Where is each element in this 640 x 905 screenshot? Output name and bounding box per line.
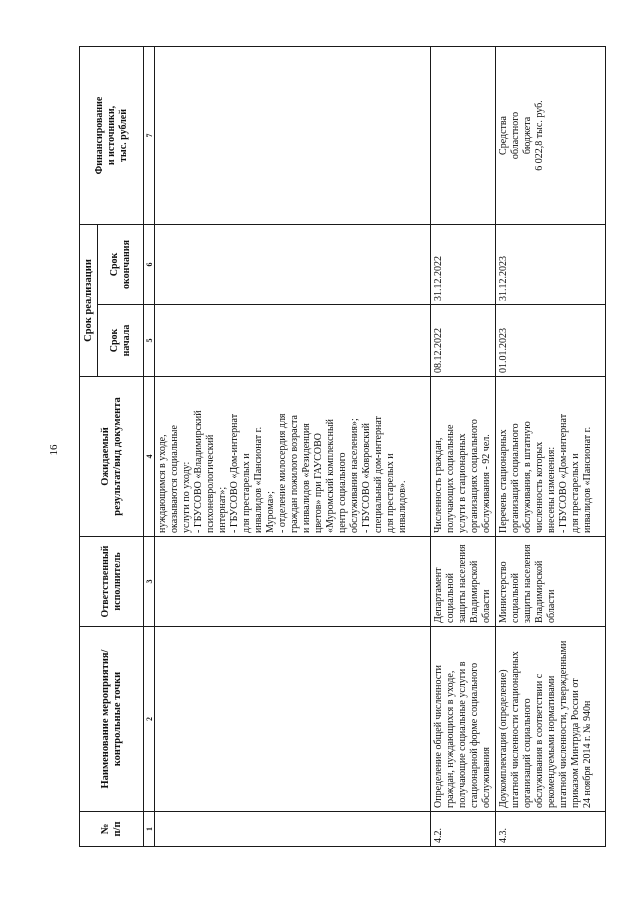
row-num: 4.2. (431, 812, 496, 847)
row-end: 31.12.2023 (496, 225, 606, 305)
header-row-1 (80, 47, 98, 847)
row-result: нуждающимся в уходе, оказываются социальные услуги по уходу: - ГБУСОВО «Владимирский психоневрологический интернат»; - ГБУСОВО «Дом-интернат для престарелых и инвалидов «Пансионат г. Мурома»; - отделение милосердия для граждан пожилого возраста и инвалидов «Резиденция цветов» при ГАУСОВО «Муромский комплексный центр социального обслуживания населения»; - ГБУСОВО «Ковровский специальный дом-интернат для престарелых и инвалидов». (155, 377, 431, 537)
row-result: Численность граждан, получающих социальные услуги в стационарных организациях социального обслуживания - 92 чел. (431, 377, 496, 537)
row-num (155, 812, 431, 847)
column-number: 2 (144, 627, 155, 812)
row-name: Определение общей численности граждан, нуждающихся в уходе, получающие социальные услуги в стационарной форме социального обслуживания (431, 627, 496, 812)
row-executor: Департамент социальной защиты населения Владимирской области (431, 537, 496, 627)
column-number: 1 (144, 812, 155, 847)
row-name: Доукомплектация (определение) штатной численности стационарных организаций социального обслуживания в соответствии с рекомендуемыми нормативами штатной численности, утвержденными приказом Минтруда России от 24 ноября 2014 г. № 940н (496, 627, 606, 812)
column-number: 7 (144, 47, 155, 225)
column-number: 4 (144, 377, 155, 537)
row-end: 31.12.2022 (431, 225, 496, 305)
header-period: Срок реализации (80, 225, 98, 377)
column-number: 5 (144, 305, 155, 377)
row-executor (155, 537, 431, 627)
table-row (155, 47, 431, 847)
column-number-row (144, 47, 155, 847)
table-row (431, 47, 496, 847)
row-start: 08.12.2022 (431, 305, 496, 377)
row-result: Перечень стационарных организаций социального обслуживания, в штатную численность которых внесены изменения: - ГБУСОВО «Дом-интернат для престарелых и инвалидов «Пансионат г. (496, 377, 606, 537)
header-result: Ожидаемый результат/вид документа (80, 377, 144, 537)
header-num: № п/п (80, 812, 144, 847)
row-finance (155, 47, 431, 225)
row-num: 4.3. (496, 812, 606, 847)
row-executor: Министерство социальной защиты населения Владимирской области (496, 537, 606, 627)
table-row (496, 47, 606, 847)
header-start: Срок начала (98, 305, 144, 377)
row-finance: Средства областного бюджета 6 022,8 тыс. руб. (496, 47, 606, 225)
header-finance: Финансирование и источники, тыс. рублей (80, 47, 144, 225)
page-number: 16 (48, 444, 60, 456)
column-number: 3 (144, 537, 155, 627)
row-name (155, 627, 431, 812)
row-end (155, 225, 431, 305)
rotated-table-container (79, 47, 604, 847)
header-end: Срок окончания (98, 225, 144, 305)
header-executor: Ответственный исполнитель (80, 537, 144, 627)
plan-table (79, 46, 606, 847)
column-number: 6 (144, 225, 155, 305)
header-name: Наименование мероприятия/ контрольные точки (80, 627, 144, 812)
row-start: 01.01.2023 (496, 305, 606, 377)
row-start (155, 305, 431, 377)
row-finance (431, 47, 496, 225)
